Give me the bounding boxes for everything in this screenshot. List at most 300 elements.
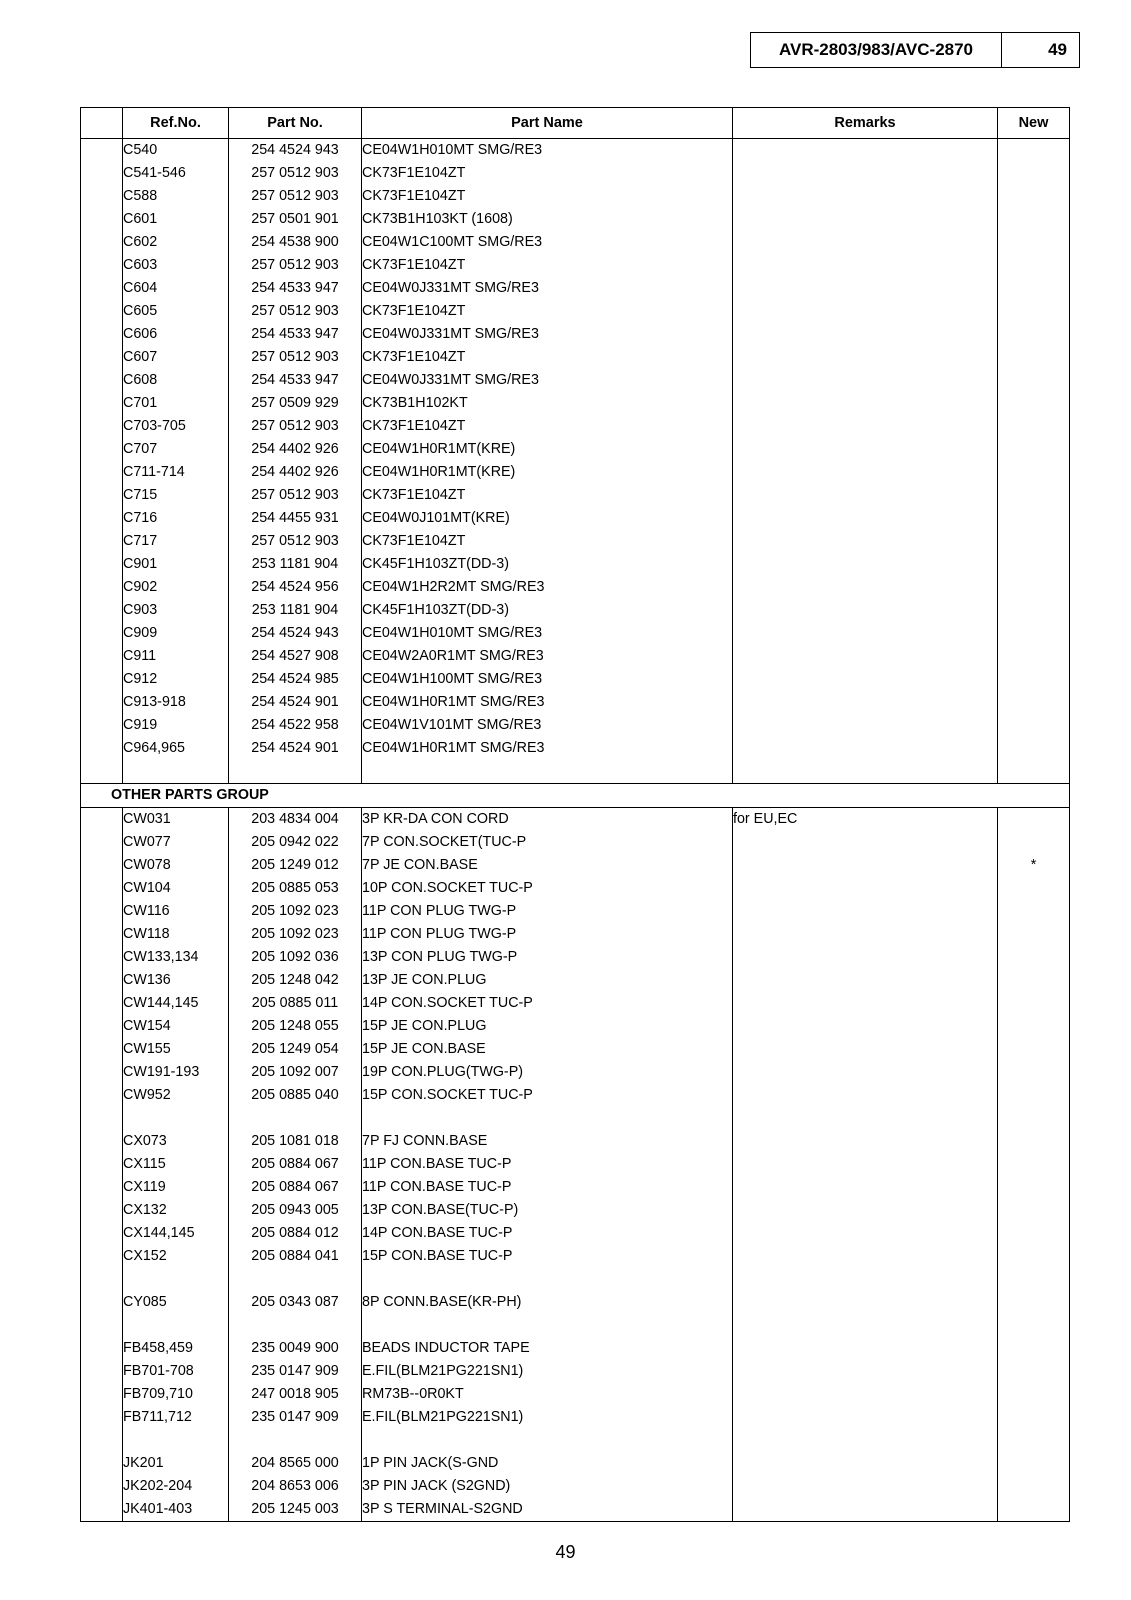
part-name-cell: CE04W1C100MT SMG/RE3 — [362, 231, 733, 254]
ref-no-cell: C540 — [123, 139, 229, 163]
ref-no-cell: C912 — [123, 668, 229, 691]
new-cell — [998, 900, 1070, 923]
remarks-cell — [733, 691, 998, 714]
part-no-cell: 205 1092 007 — [229, 1061, 362, 1084]
new-cell — [998, 576, 1070, 599]
remarks-cell — [733, 1268, 998, 1291]
new-cell — [998, 553, 1070, 576]
part-no-cell: 205 0885 011 — [229, 992, 362, 1015]
remarks-cell — [733, 1360, 998, 1383]
part-name-cell — [362, 1429, 733, 1452]
ref-no-cell: C608 — [123, 369, 229, 392]
part-name-cell: CE04W1H0R1MT(KRE) — [362, 461, 733, 484]
part-name-cell — [362, 760, 733, 784]
blank-cell — [81, 1498, 123, 1522]
new-cell — [998, 1291, 1070, 1314]
remarks-header: Remarks — [733, 108, 998, 139]
part-name-cell: CK73F1E104ZT — [362, 530, 733, 553]
new-cell — [998, 507, 1070, 530]
part-name-cell: 8P CONN.BASE(KR-PH) — [362, 1291, 733, 1314]
new-cell — [998, 1452, 1070, 1475]
part-name-cell: CK73F1E104ZT — [362, 300, 733, 323]
part-no-cell: 254 4402 926 — [229, 461, 362, 484]
blank-cell — [81, 438, 123, 461]
table-row — [81, 208, 1070, 231]
part-no-cell: 205 1249 012 — [229, 854, 362, 877]
part-no-cell: 257 0512 903 — [229, 346, 362, 369]
part-no-cell: 257 0512 903 — [229, 185, 362, 208]
blank-cell — [81, 946, 123, 969]
blank-cell — [81, 1337, 123, 1360]
ref-no-cell: C703-705 — [123, 415, 229, 438]
table-row — [81, 808, 1070, 832]
ref-no-cell: C913-918 — [123, 691, 229, 714]
part-name-cell: 11P CON PLUG TWG-P — [362, 923, 733, 946]
new-cell — [998, 1360, 1070, 1383]
part-no-cell — [229, 1107, 362, 1130]
part-name-cell: E.FIL(BLM21PG221SN1) — [362, 1360, 733, 1383]
part-name-cell: 15P CON.BASE TUC-P — [362, 1245, 733, 1268]
blank-cell — [81, 1314, 123, 1337]
ref-no-cell: CW144,145 — [123, 992, 229, 1015]
blank-cell — [81, 714, 123, 737]
new-cell — [998, 645, 1070, 668]
remarks-cell — [733, 1176, 998, 1199]
part-name-cell: 3P PIN JACK (S2GND) — [362, 1475, 733, 1498]
table-row — [81, 277, 1070, 300]
part-no-cell: 254 4533 947 — [229, 277, 362, 300]
table-row — [81, 300, 1070, 323]
blank-cell — [81, 277, 123, 300]
part-name-cell: CE04W2A0R1MT SMG/RE3 — [362, 645, 733, 668]
new-cell — [998, 1176, 1070, 1199]
ref-no-header: Ref.No. — [123, 108, 229, 139]
remarks-cell — [733, 946, 998, 969]
ref-no-cell: CW155 — [123, 1038, 229, 1061]
remarks-cell — [733, 323, 998, 346]
part-name-cell: CE04W1V101MT SMG/RE3 — [362, 714, 733, 737]
part-no-cell: 254 4524 943 — [229, 622, 362, 645]
part-name-cell: CE04W1H010MT SMG/RE3 — [362, 139, 733, 163]
part-name-cell: CK45F1H103ZT(DD-3) — [362, 599, 733, 622]
part-name-cell: 14P CON.SOCKET TUC-P — [362, 992, 733, 1015]
ref-no-cell: FB458,459 — [123, 1337, 229, 1360]
part-no-cell: 247 0018 905 — [229, 1383, 362, 1406]
ref-no-cell: CW154 — [123, 1015, 229, 1038]
ref-no-cell: C909 — [123, 622, 229, 645]
table-row — [81, 1498, 1070, 1522]
new-cell — [998, 1107, 1070, 1130]
part-name-cell: CK73F1E104ZT — [362, 185, 733, 208]
table-row — [81, 1360, 1070, 1383]
part-no-cell: 254 4527 908 — [229, 645, 362, 668]
new-cell — [998, 622, 1070, 645]
part-name-cell: RM73B--0R0KT — [362, 1383, 733, 1406]
new-cell — [998, 714, 1070, 737]
remarks-cell — [733, 1429, 998, 1452]
blank-cell — [81, 808, 123, 832]
remarks-cell — [733, 760, 998, 784]
new-cell — [998, 1268, 1070, 1291]
table-row — [81, 185, 1070, 208]
ref-no-cell: C716 — [123, 507, 229, 530]
part-name-cell: 13P JE CON.PLUG — [362, 969, 733, 992]
new-cell — [998, 831, 1070, 854]
capacitor-section — [81, 139, 1070, 784]
part-name-cell — [362, 1268, 733, 1291]
table-row — [81, 1383, 1070, 1406]
blank-cell — [81, 231, 123, 254]
part-no-cell: 205 0884 041 — [229, 1245, 362, 1268]
new-cell — [998, 992, 1070, 1015]
remarks-cell — [733, 1107, 998, 1130]
remarks-cell — [733, 1475, 998, 1498]
remarks-cell — [733, 668, 998, 691]
blank-cell — [81, 877, 123, 900]
remarks-cell — [733, 369, 998, 392]
table-row — [81, 1429, 1070, 1452]
ref-no-cell: CW133,134 — [123, 946, 229, 969]
remarks-cell — [733, 1038, 998, 1061]
ref-no-cell: C602 — [123, 231, 229, 254]
remarks-cell — [733, 415, 998, 438]
blank-cell — [81, 1015, 123, 1038]
blank-cell — [81, 923, 123, 946]
table-row — [81, 1015, 1070, 1038]
part-name-cell: CE04W1H0R1MT SMG/RE3 — [362, 737, 733, 760]
part-no-cell: 205 0885 053 — [229, 877, 362, 900]
new-cell — [998, 1084, 1070, 1107]
ref-no-cell: CW952 — [123, 1084, 229, 1107]
part-no-cell — [229, 760, 362, 784]
part-no-cell: 257 0512 903 — [229, 484, 362, 507]
new-cell — [998, 1314, 1070, 1337]
part-name-cell: CE04W0J331MT SMG/RE3 — [362, 369, 733, 392]
part-no-cell: 254 4538 900 — [229, 231, 362, 254]
ref-no-cell: CX115 — [123, 1153, 229, 1176]
part-no-cell: 254 4402 926 — [229, 438, 362, 461]
table-row — [81, 507, 1070, 530]
part-name-cell: 7P FJ CONN.BASE — [362, 1130, 733, 1153]
other-parts-section — [81, 808, 1070, 1522]
blank-cell — [81, 1107, 123, 1130]
remarks-cell — [733, 461, 998, 484]
part-name-cell: 3P KR-DA CON CORD — [362, 808, 733, 832]
part-no-cell: 205 0343 087 — [229, 1291, 362, 1314]
new-cell — [998, 1498, 1070, 1522]
part-no-cell: 254 4524 943 — [229, 139, 362, 163]
part-no-cell: 257 0501 901 — [229, 208, 362, 231]
new-cell — [998, 1245, 1070, 1268]
part-name-cell: CK73B1H102KT — [362, 392, 733, 415]
remarks-cell — [733, 484, 998, 507]
table-row — [81, 831, 1070, 854]
ref-no-cell — [123, 1429, 229, 1452]
new-cell — [998, 1475, 1070, 1498]
part-name-cell — [362, 1107, 733, 1130]
remarks-cell — [733, 831, 998, 854]
table-row — [81, 1084, 1070, 1107]
part-name-cell: BEADS INDUCTOR TAPE — [362, 1337, 733, 1360]
blank-cell — [81, 668, 123, 691]
part-no-cell: 205 0884 012 — [229, 1222, 362, 1245]
table-row — [81, 1038, 1070, 1061]
document-header — [750, 32, 1080, 68]
table-row — [81, 622, 1070, 645]
remarks-cell — [733, 1245, 998, 1268]
remarks-cell — [733, 139, 998, 163]
part-no-cell: 254 4533 947 — [229, 323, 362, 346]
table-row — [81, 760, 1070, 784]
new-cell — [998, 1429, 1070, 1452]
part-no-cell: 205 1245 003 — [229, 1498, 362, 1522]
new-cell — [998, 737, 1070, 760]
blank-cell — [81, 992, 123, 1015]
ref-no-cell: C588 — [123, 185, 229, 208]
remarks-cell — [733, 1383, 998, 1406]
part-name-cell: 11P CON.BASE TUC-P — [362, 1176, 733, 1199]
new-cell — [998, 923, 1070, 946]
blank-cell — [81, 1061, 123, 1084]
table-row — [81, 1222, 1070, 1245]
remarks-cell — [733, 1406, 998, 1429]
part-name-cell: 7P JE CON.BASE — [362, 854, 733, 877]
remarks-cell — [733, 208, 998, 231]
ref-no-cell: FB711,712 — [123, 1406, 229, 1429]
part-no-cell: 254 4524 956 — [229, 576, 362, 599]
table-row — [81, 1291, 1070, 1314]
ref-no-cell: C903 — [123, 599, 229, 622]
blank-cell — [81, 1475, 123, 1498]
remarks-cell — [733, 1291, 998, 1314]
new-cell — [998, 1222, 1070, 1245]
remarks-cell — [733, 599, 998, 622]
part-no-cell: 204 8565 000 — [229, 1452, 362, 1475]
blank-cell — [81, 737, 123, 760]
ref-no-cell: C902 — [123, 576, 229, 599]
part-no-cell: 254 4524 985 — [229, 668, 362, 691]
table-row — [81, 576, 1070, 599]
table-row — [81, 1268, 1070, 1291]
blank-cell — [81, 162, 123, 185]
part-no-cell: 257 0512 903 — [229, 415, 362, 438]
new-cell — [998, 484, 1070, 507]
part-name-cell: CE04W1H2R2MT SMG/RE3 — [362, 576, 733, 599]
table-row — [81, 254, 1070, 277]
table-row — [81, 691, 1070, 714]
new-cell: * — [998, 854, 1070, 877]
part-name-cell: CK73F1E104ZT — [362, 346, 733, 369]
new-header: New — [998, 108, 1070, 139]
ref-no-cell: C605 — [123, 300, 229, 323]
table-row — [81, 553, 1070, 576]
blank-cell — [81, 323, 123, 346]
table-row — [81, 415, 1070, 438]
table-row — [81, 392, 1070, 415]
part-no-cell — [229, 1429, 362, 1452]
remarks-cell — [733, 530, 998, 553]
ref-no-cell: FB701-708 — [123, 1360, 229, 1383]
remarks-cell — [733, 854, 998, 877]
new-cell — [998, 1038, 1070, 1061]
part-no-cell: 257 0512 903 — [229, 530, 362, 553]
group-label: OTHER PARTS GROUP — [81, 784, 1070, 808]
remarks-cell — [733, 1337, 998, 1360]
blank-cell — [81, 530, 123, 553]
remarks-cell — [733, 1452, 998, 1475]
blank-cell — [81, 507, 123, 530]
part-name-cell: 15P CON.SOCKET TUC-P — [362, 1084, 733, 1107]
table-row — [81, 877, 1070, 900]
blank-cell — [81, 1222, 123, 1245]
remarks-cell — [733, 992, 998, 1015]
table-row — [81, 1337, 1070, 1360]
new-cell — [998, 461, 1070, 484]
part-name-cell: 11P CON PLUG TWG-P — [362, 900, 733, 923]
part-name-cell: CE04W1H100MT SMG/RE3 — [362, 668, 733, 691]
ref-no-cell: C603 — [123, 254, 229, 277]
blank-cell — [81, 139, 123, 163]
remarks-cell — [733, 231, 998, 254]
remarks-cell — [733, 553, 998, 576]
remarks-cell — [733, 1222, 998, 1245]
blank-cell — [81, 1429, 123, 1452]
blank-cell — [81, 484, 123, 507]
part-no-cell: 204 8653 006 — [229, 1475, 362, 1498]
part-no-cell: 205 1248 055 — [229, 1015, 362, 1038]
ref-no-cell: CX144,145 — [123, 1222, 229, 1245]
table-row — [81, 1061, 1070, 1084]
new-cell — [998, 1153, 1070, 1176]
remarks-cell — [733, 714, 998, 737]
table-row — [81, 1314, 1070, 1337]
remarks-cell — [733, 1084, 998, 1107]
ref-no-cell: C607 — [123, 346, 229, 369]
part-no-cell: 235 0049 900 — [229, 1337, 362, 1360]
new-cell — [998, 346, 1070, 369]
new-cell — [998, 323, 1070, 346]
model-title: AVR-2803/983/AVC-2870 — [751, 33, 1002, 67]
blank-cell — [81, 1383, 123, 1406]
remarks-cell — [733, 507, 998, 530]
part-name-cell: 7P CON.SOCKET(TUC-P — [362, 831, 733, 854]
new-cell — [998, 254, 1070, 277]
part-no-cell: 257 0512 903 — [229, 162, 362, 185]
blank-cell — [81, 1245, 123, 1268]
remarks-cell — [733, 254, 998, 277]
blank-header — [81, 108, 123, 139]
table-row — [81, 1153, 1070, 1176]
blank-cell — [81, 254, 123, 277]
remarks-cell — [733, 1199, 998, 1222]
new-cell — [998, 808, 1070, 832]
table-row — [81, 438, 1070, 461]
new-cell — [998, 760, 1070, 784]
ref-no-cell: C604 — [123, 277, 229, 300]
table-row — [81, 484, 1070, 507]
table-row — [81, 162, 1070, 185]
remarks-cell: for EU,EC — [733, 808, 998, 832]
remarks-cell — [733, 969, 998, 992]
blank-cell — [81, 645, 123, 668]
blank-cell — [81, 1084, 123, 1107]
blank-cell — [81, 622, 123, 645]
part-no-cell: 257 0512 903 — [229, 300, 362, 323]
table-row — [81, 1452, 1070, 1475]
ref-no-cell: FB709,710 — [123, 1383, 229, 1406]
ref-no-cell: C606 — [123, 323, 229, 346]
part-name-cell: 15P JE CON.PLUG — [362, 1015, 733, 1038]
table-header-row — [81, 108, 1070, 139]
blank-cell — [81, 1153, 123, 1176]
ref-no-cell: C919 — [123, 714, 229, 737]
blank-cell — [81, 461, 123, 484]
ref-no-cell: C707 — [123, 438, 229, 461]
table-row — [81, 346, 1070, 369]
blank-cell — [81, 576, 123, 599]
part-no-cell: 205 0885 040 — [229, 1084, 362, 1107]
blank-cell — [81, 900, 123, 923]
part-name-cell: CK73B1H103KT (1608) — [362, 208, 733, 231]
remarks-cell — [733, 1015, 998, 1038]
remarks-cell — [733, 346, 998, 369]
blank-cell — [81, 300, 123, 323]
new-cell — [998, 1015, 1070, 1038]
part-name-cell: CK73F1E104ZT — [362, 415, 733, 438]
new-cell — [998, 1337, 1070, 1360]
new-cell — [998, 277, 1070, 300]
remarks-cell — [733, 185, 998, 208]
ref-no-cell: CX119 — [123, 1176, 229, 1199]
ref-no-cell: C711-714 — [123, 461, 229, 484]
ref-no-cell — [123, 1107, 229, 1130]
table-row — [81, 1475, 1070, 1498]
table-row — [81, 323, 1070, 346]
blank-cell — [81, 185, 123, 208]
blank-cell — [81, 599, 123, 622]
new-cell — [998, 415, 1070, 438]
table-row — [81, 369, 1070, 392]
table-row — [81, 737, 1070, 760]
part-no-cell: 254 4455 931 — [229, 507, 362, 530]
remarks-cell — [733, 1153, 998, 1176]
ref-no-cell: C601 — [123, 208, 229, 231]
part-name-cell: CK45F1H103ZT(DD-3) — [362, 553, 733, 576]
ref-no-cell: CX132 — [123, 1199, 229, 1222]
remarks-cell — [733, 877, 998, 900]
table-row — [81, 139, 1070, 163]
part-name-cell: 3P S TERMINAL-S2GND — [362, 1498, 733, 1522]
part-name-cell: CK73F1E104ZT — [362, 162, 733, 185]
part-no-cell: 205 1092 036 — [229, 946, 362, 969]
new-cell — [998, 300, 1070, 323]
ref-no-cell: C715 — [123, 484, 229, 507]
blank-cell — [81, 831, 123, 854]
blank-cell — [81, 854, 123, 877]
remarks-cell — [733, 900, 998, 923]
part-name-cell: CE04W0J331MT SMG/RE3 — [362, 323, 733, 346]
part-no-cell: 254 4524 901 — [229, 737, 362, 760]
part-name-cell: 10P CON.SOCKET TUC-P — [362, 877, 733, 900]
remarks-cell — [733, 438, 998, 461]
blank-cell — [81, 969, 123, 992]
table-row — [81, 1176, 1070, 1199]
new-cell — [998, 599, 1070, 622]
part-name-cell: CK73F1E104ZT — [362, 484, 733, 507]
part-name-cell: CE04W1H0R1MT SMG/RE3 — [362, 691, 733, 714]
part-no-cell: 235 0147 909 — [229, 1360, 362, 1383]
part-no-cell: 253 1181 904 — [229, 599, 362, 622]
